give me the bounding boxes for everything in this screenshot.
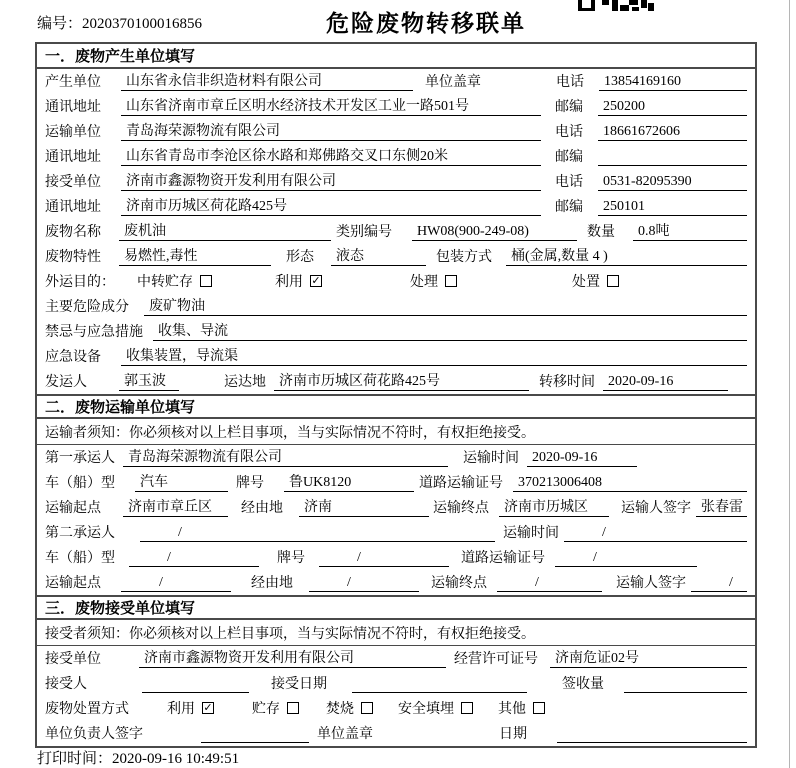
checkbox-treat	[445, 275, 457, 287]
plate1-label: 牌号	[236, 475, 264, 491]
permit1-value: 370213006408	[513, 474, 747, 493]
responsible-sign-label: 单位负责人签字	[45, 726, 143, 742]
category-value: HW08(900-249-08)	[412, 223, 577, 242]
checkbox-disposal-landfill	[461, 702, 473, 714]
producer-value: 山东省永信非织造材料有限公司	[121, 73, 413, 92]
phone2-label: 电话	[555, 124, 583, 140]
accept-date-value	[352, 692, 527, 693]
time1-value: 2020-09-16	[527, 449, 637, 468]
row-vehicle1	[37, 470, 755, 495]
via1-value: 济南	[299, 499, 429, 518]
carrier2-label: 第二承运人	[45, 525, 115, 541]
transporter-value: 青岛海荣源物流有限公司	[121, 123, 541, 142]
time1-label: 运输时间	[463, 450, 519, 466]
row-transport-purpose	[37, 269, 755, 294]
unit-seal-label: 单位盖章	[425, 74, 481, 90]
addr2-value: 山东省青岛市李沧区徐水路和郑佛路交叉口东侧20米	[121, 148, 541, 167]
accept-person-label: 接受人	[45, 676, 87, 692]
carrier1-value: 青岛海荣源物流有限公司	[123, 449, 448, 468]
row-transporter-address	[37, 144, 755, 169]
row-producer-address	[37, 94, 755, 119]
disposal-option-incinerate: 焚烧	[326, 701, 373, 719]
row-receiver	[37, 169, 755, 194]
via2-value: /	[309, 574, 419, 593]
section2-header: 二．废物运输单位填写	[37, 394, 755, 419]
page-edge-line	[789, 0, 790, 768]
row-receiver-address	[37, 194, 755, 219]
permit1-label: 道路运输证号	[419, 475, 503, 491]
form-state-value: 液态	[331, 248, 426, 267]
phone3-value: 0531-82095390	[598, 173, 747, 192]
date-label: 日期	[499, 726, 527, 742]
end1-value: 济南市历城区	[499, 499, 609, 518]
accept-unit-value: 济南市鑫源物资开发利用有限公司	[139, 650, 446, 669]
receiver-label: 接受单位	[45, 174, 101, 190]
producer-label: 产生单位	[45, 74, 101, 90]
accept-date-label: 接受日期	[271, 676, 327, 692]
transfer-time-value: 2020-09-16	[603, 373, 728, 392]
origin1-value: 济南市章丘区	[123, 499, 228, 518]
waste-name-value: 废机油	[119, 223, 331, 242]
disposal-option-other: 其他	[498, 701, 545, 719]
transporter-label: 运输单位	[45, 124, 101, 140]
character-label: 废物特性	[45, 249, 101, 265]
row-emergency-equipment	[37, 344, 755, 369]
qr-code-partial-icon	[578, 0, 654, 11]
print-time	[37, 747, 239, 768]
row-responsible-sign	[37, 721, 755, 746]
checkbox-transfer-storage	[200, 275, 212, 287]
section2-notice: 运输者须知：你必须核对以上栏目事项，当与实际情况不符时，有权拒绝接受。	[37, 419, 755, 445]
checkbox-disposal-store	[287, 702, 299, 714]
addr3-value: 济南市历城区荷花路425号	[121, 198, 541, 217]
checkbox-dispose	[607, 275, 619, 287]
disposal-option-landfill: 安全填埋	[398, 701, 473, 719]
receiver-value: 济南市鑫源物资开发利用有限公司	[121, 173, 541, 192]
responsible-sign-value	[201, 742, 309, 743]
row-route1	[37, 495, 755, 520]
form-state-label: 形态	[286, 249, 314, 265]
transfer-time-label: 转移时间	[539, 374, 595, 390]
vehicle1-value: 汽车	[135, 474, 228, 493]
phone1-value: 13854169160	[599, 73, 747, 92]
disposal-option-utilize: 利用 ✓	[167, 701, 213, 717]
disposal-label: 废物处置方式	[45, 701, 129, 717]
carrier1-label: 第一承运人	[45, 450, 115, 466]
print-time-label: 打印时间：	[37, 751, 113, 767]
row-disposal-method	[37, 696, 755, 721]
accept-unit-label: 接受单位	[45, 651, 101, 667]
checkbox-disposal-utilize: ✓	[203, 701, 213, 714]
purpose-label: 外运目的：	[45, 274, 115, 290]
packing-label: 包装方式	[436, 249, 492, 265]
row-transporter	[37, 119, 755, 144]
category-label: 类别编号	[336, 224, 392, 240]
row-hazard-component	[37, 294, 755, 319]
row-route2	[37, 570, 755, 595]
purpose-option-utilize: 利用 ✓	[275, 274, 321, 290]
license-label: 经营许可证号	[454, 651, 538, 667]
zip3-value: 250101	[598, 198, 747, 217]
disposal-option-store: 贮存	[252, 701, 299, 719]
sign1-label: 运输人签字	[621, 500, 691, 516]
received-amount-label: 签收量	[562, 676, 604, 692]
zip3-label: 邮编	[555, 199, 583, 215]
transfer-form	[35, 42, 757, 748]
origin2-label: 运输起点	[45, 575, 101, 591]
purpose-option-dispose: 处置	[572, 274, 619, 292]
zip2-label: 邮编	[555, 149, 583, 165]
row-taboo-measures	[37, 319, 755, 344]
destination-value: 济南市历城区荷花路425号	[274, 373, 529, 392]
destination-label: 运达地	[224, 374, 266, 390]
taboo-value: 收集、导流	[153, 323, 747, 342]
row-second-carrier	[37, 520, 755, 545]
checkbox-disposal-other	[533, 702, 545, 714]
zip1-label: 邮编	[555, 99, 583, 115]
shipper-label: 发运人	[45, 374, 87, 390]
received-amount-value	[624, 692, 747, 693]
addr2-label: 通讯地址	[45, 149, 101, 165]
addr3-label: 通讯地址	[45, 199, 101, 215]
license-value: 济南危证02号	[550, 650, 747, 669]
row-waste-character	[37, 244, 755, 269]
accept-person-value	[142, 692, 249, 693]
page-title: 危险废物转移联单	[326, 11, 526, 36]
hazard-value: 废矿物油	[144, 298, 747, 317]
sign2-value: /	[691, 574, 747, 593]
vehicle2-label: 车（船）型	[45, 550, 115, 566]
shipper-value: 郭玉波	[119, 373, 179, 392]
row-shipper	[37, 369, 755, 394]
equipment-value: 收集装置，导流渠	[121, 348, 747, 367]
via1-label: 经由地	[241, 500, 283, 516]
end2-label: 运输终点	[431, 575, 487, 591]
section1-header: 一．废物产生单位填写	[37, 44, 755, 69]
quantity-value: 0.8吨	[633, 223, 747, 242]
phone1-label: 电话	[556, 74, 584, 90]
sign2-label: 运输人签字	[616, 575, 686, 591]
phone2-value: 18661672606	[598, 123, 747, 142]
addr1-label: 通讯地址	[45, 99, 101, 115]
purpose-option-transfer-storage: 中转贮存	[137, 274, 212, 292]
quantity-label: 数量	[587, 224, 615, 240]
time2-value: /	[564, 524, 747, 543]
checkbox-disposal-incinerate	[361, 702, 373, 714]
sign1-value: 张春雷	[696, 499, 747, 518]
end2-value: /	[497, 574, 602, 593]
packing-value: 桶(金属,数量 4 )	[506, 248, 747, 267]
end1-label: 运输终点	[433, 500, 489, 516]
row-accept-unit	[37, 646, 755, 671]
row-vehicle2	[37, 545, 755, 570]
serial-label: 编号：	[37, 16, 83, 32]
section3-header: 三．废物接受单位填写	[37, 595, 755, 620]
row-producer	[37, 69, 755, 94]
character-value: 易燃性,毒性	[119, 248, 271, 267]
plate2-value: /	[319, 549, 449, 568]
vehicle1-label: 车（船）型	[45, 475, 115, 491]
origin1-label: 运输起点	[45, 500, 101, 516]
taboo-label: 禁忌与应急措施	[45, 324, 143, 340]
purpose-option-treat: 处理	[410, 274, 457, 292]
origin2-value: /	[121, 574, 231, 593]
row-accept-person	[37, 671, 755, 696]
section3-notice: 接受者须知：你必须核对以上栏目事项，当与实际情况不符时，有权拒绝接受。	[37, 620, 755, 646]
vehicle2-value: /	[129, 549, 259, 568]
time2-label: 运输时间	[503, 525, 559, 541]
plate1-value: 鲁UK8120	[284, 474, 414, 493]
equipment-label: 应急设备	[45, 349, 101, 365]
date-value	[557, 742, 747, 743]
serial-value: 2020370100016856	[82, 16, 203, 32]
plate2-label: 牌号	[277, 550, 305, 566]
unit-seal2-label: 单位盖章	[317, 726, 373, 742]
print-time-value: 2020-09-16 10:49:51	[112, 751, 240, 767]
permit2-value: /	[555, 549, 697, 568]
row-waste-name	[37, 219, 755, 244]
addr1-value: 山东省济南市章丘区明水经济技术开发区工业一路501号	[121, 98, 541, 117]
zip1-value: 250200	[598, 98, 747, 117]
waste-name-label: 废物名称	[45, 224, 101, 240]
checkbox-utilize: ✓	[311, 274, 321, 287]
via2-label: 经由地	[251, 575, 293, 591]
permit2-label: 道路运输证号	[461, 550, 545, 566]
carrier2-value: /	[140, 524, 495, 543]
phone3-label: 电话	[555, 174, 583, 190]
row-first-carrier	[37, 445, 755, 470]
hazard-label: 主要危险成分	[45, 299, 129, 315]
zip2-value	[598, 165, 747, 166]
